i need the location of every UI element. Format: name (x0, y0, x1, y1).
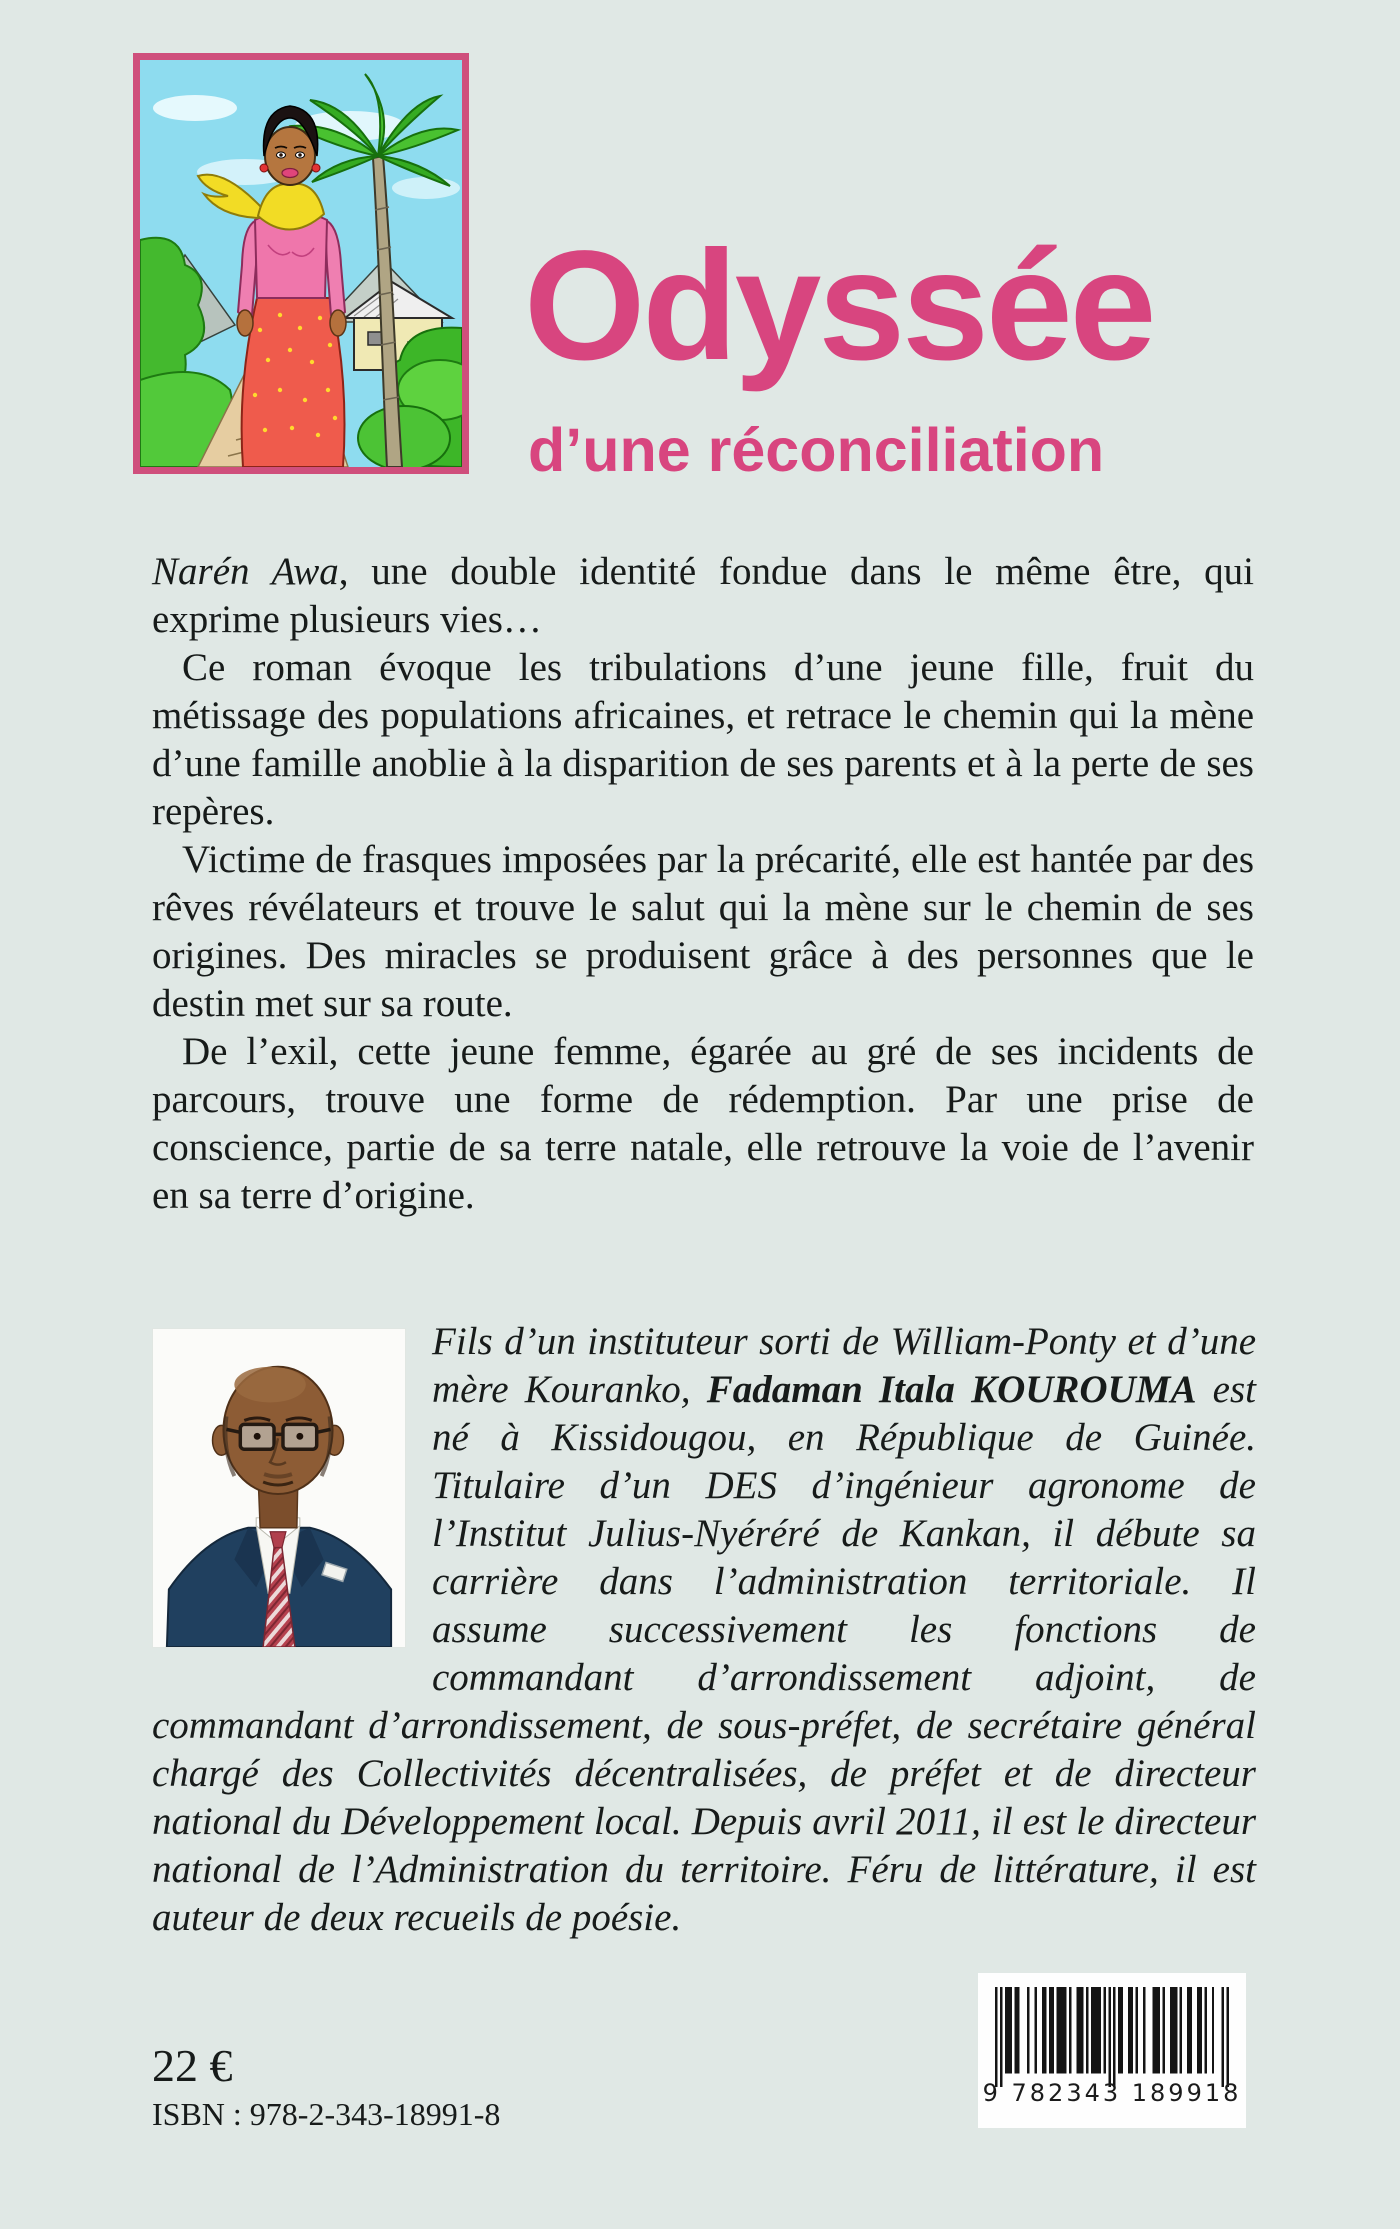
cover-illustration (133, 53, 469, 474)
author-name: Fadaman Itala KOUROUMA (706, 1368, 1197, 1411)
barcode-bars (995, 1987, 1229, 2087)
book-subtitle: d’une réconciliation (528, 416, 1105, 484)
synopsis-paragraph-1 (152, 548, 1254, 644)
cover-illustration-art (140, 60, 462, 467)
isbn: ISBN : 978-2-343-18991-8 (152, 2096, 501, 2132)
synopsis (152, 548, 1254, 1220)
synopsis-lead-italic: Narén Awa (152, 550, 339, 593)
book-title: Odyssée (524, 219, 1154, 393)
synopsis-paragraph-2: Ce roman évoque les tribulations d’une jeune fille, fruit du métissage des populations africaines, et retrace le chemin qui la mène d’une famille anoblie à la disparition de ses parents et à la perte de ses repères. (152, 646, 1254, 833)
author-biography (152, 1318, 1256, 1942)
barcode (978, 1973, 1246, 2128)
bio-text-after-name: est né à Kissidougou, en République de Guinée. Titulaire d’un DES d’ingénieur agronome de l’Institut Julius-Nyéréré de Kankan, il débute sa carrière dans l’administration territoriale. Il assume successivement les fonctions de commandant d’arrondissement adjoint, de commandant d’arrondissement, de sous-préfet, de secrétaire général chargé des Collectivités décentralisées, de préfet et de directeur national du Développement local. Depuis avril 2011, il est le directeur national de l’Administration du territoire. Féru de littérature, il est auteur de deux recueils de poésie. (152, 1368, 1257, 1939)
price: 22 € (152, 2040, 233, 2091)
synopsis-paragraph-3: Victime de frasques imposées par la précarité, elle est hantée par des rêves révélateurs et trouve le salut qui la mène sur le chemin de ses origines. Des miracles se produisent grâce à des personnes que le destin met sur sa route. (152, 838, 1254, 1025)
barcode-digits: 9 782343 189918 (982, 2079, 1242, 2107)
author-portrait-art (153, 1329, 405, 1647)
synopsis-paragraph-1-text: , une double identité fondue dans le même être, qui exprime plusieurs vies… (152, 550, 1255, 641)
synopsis-paragraph-4: De l’exil, cette jeune femme, égarée au gré de ses incidents de parcours, trouve une forme de rédemption. Par une prise de conscience, partie de sa terre natale, elle retrouve la voie de l’avenir en sa terre d’origine. (152, 1030, 1254, 1217)
bio-text-before-name: Fils d’un instituteur sorti de William-Ponty et d’une mère Kouranko, (432, 1320, 1256, 1411)
author-photo (152, 1328, 406, 1648)
